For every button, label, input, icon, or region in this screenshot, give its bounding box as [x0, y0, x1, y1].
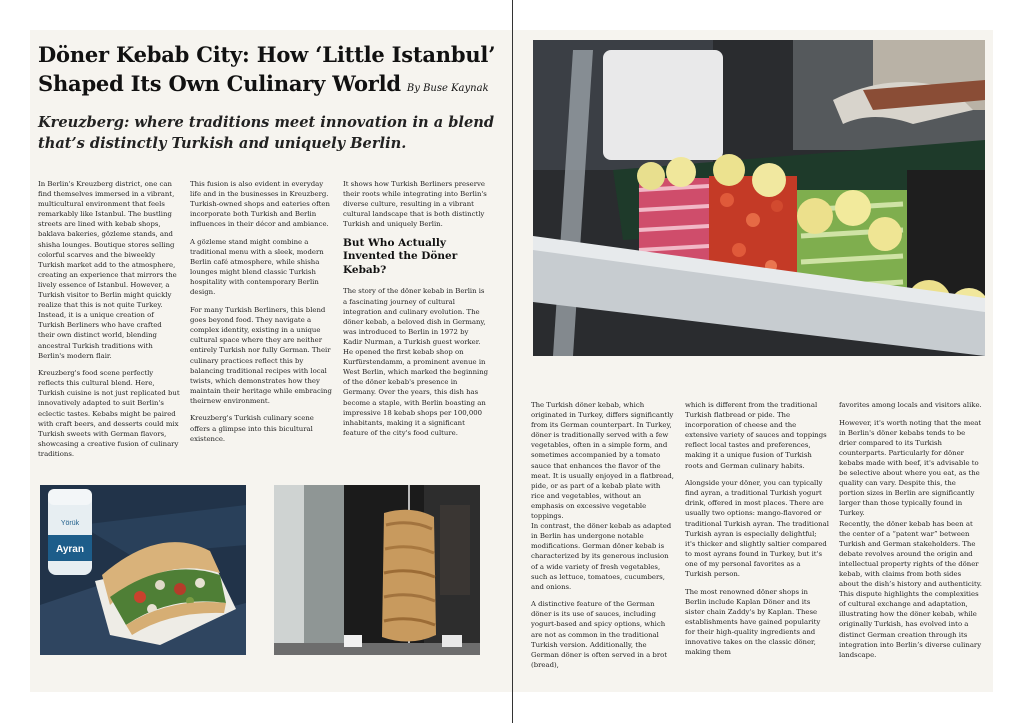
paragraph: In contrast, the döner kebab as adapted in Berlin has undergone notable modifications. German döner kebab is characterized by its generous inclusion of a wide variety of fresh vegetables, such as lettuce, tomatoes, cucumbers, and onions. [531, 522, 672, 591]
right-page [513, 30, 993, 692]
article-title [38, 40, 508, 103]
byline: By Buse Kaynak [406, 83, 489, 94]
kebab-counter-illustration [533, 40, 985, 356]
article-title-text: Döner Kebab City: How ‘Little Istanbul’ Shaped Its Own Culinary World [38, 42, 496, 96]
paragraph: The Turkish döner kebab, which originated in Turkey, differs significantly from its German counterpart. In Turkey, döner is traditionally served with a few vegetables, often in a simple form, and sometimes accompanied by a tomato sauce that enhances the flavor of the meat. It is usually enjoyed in a flatbread, pide, or as part of a kebab plate with rice and vegetables, without an emphasis on excessive vegetable toppings. [531, 401, 674, 521]
paragraph: A distinctive feature of the German döner is its use of sauces, including yogurt-based and spicy options, which are not as common in the traditional Turkish version. Additionally, the German döner is often served in a brot (bread), [531, 600, 668, 669]
right-column-3 [839, 400, 983, 667]
ayran-label: Ayran [56, 544, 84, 555]
doner-wrap-photo [40, 485, 246, 655]
left-column-3 [343, 179, 489, 445]
paragraph: In Berlin's Kreuzberg district, one can find themselves immersed in a vibrant, multicultural environment that feels remarkably like Istanbul. The bustling streets are lined with kebab shops, baklava bakeries, gözleme stands, and shisha lounges. Boutique stores selling colorful scarves and the biweekly Turkish market add to the atmosphere, creating an experience that mirrors the lively essence of Istanbul. However, a Turkish visitor to Berlin might quickly realize that this is not quite Turkey. Instead, it is a unique creation of Turkish Berliners who have crafted their own distinct world, blending ancestral Turkish traditions with Berlin's modern flair. [38, 180, 177, 360]
left-column-2 [190, 179, 333, 451]
right-column-1 [531, 400, 675, 677]
ayran-brand: Yörük [60, 520, 80, 527]
doner-wrap-illustration [40, 485, 246, 655]
right-column-2 [685, 400, 829, 665]
paragraph: Recently, the döner kebab has been at the center of a “patent war” between Turkish and German stakeholders. The debate revolves around the origin and intellectual property rights of the döner kebab, with claims from both sides about the dish’s history and authenticity. This dispute highlights the complexities of cultural exchange and adaptation, illustrating how the döner kebab, while originally Turkish, has evolved into a distinct German creation through its integration into Berlin’s diverse culinary landscape. [839, 519, 982, 659]
article-subtitle: Kreuzberg: where traditions meet innovation in a blend that’s distinctly Turkish and uniquely Berlin. [38, 114, 495, 152]
doner-spit-photo [274, 485, 480, 655]
paragraph: favorites among locals and visitors alike. [839, 401, 982, 409]
section-heading: But Who Actually Invented the Döner Kebab? [343, 236, 458, 276]
paragraph: It shows how Turkish Berliners preserve their roots while integrating into Berlin's diverse culture, resulting in a vibrant cultural landscape that is both distinctly Turkish and uniquely Berlin. [343, 180, 487, 229]
kebab-counter-photo [533, 40, 985, 356]
paragraph: However, it's worth noting that the meat in Berlin's döner kebabs tends to be drier compared to its Turkish counterparts. Particularly for döner kebabs made with beef, it's advisable to be selective about where you eat, as the quality can vary. Despite this, the portion sizes in Berlin are significantly larger than those typically found in Turkey. [839, 418, 982, 518]
paragraph: A gözleme stand might combine a traditional menu with a sleek, modern Berlin café atmosphere, while shisha lounges might blend classic Turkish hospitality with contemporary Berlin design. [190, 237, 324, 297]
left-page [30, 30, 512, 692]
doner-spit-illustration [274, 485, 480, 655]
paragraph: Kreuzberg's Turkish culinary scene offers a glimpse into this bicultural existence. [190, 414, 314, 443]
paragraph: Alongside your döner, you can typically find ayran, a traditional Turkish yogurt drink, offered in most places. There are usually two options: mango-flavored or traditional Turkish ayran. The traditional Turkish ayran is especially delightful; it's thicker and slightly saltier compared to most ayrans found in Turkey, but it's one of my personal favorites as a Turkish person. [685, 479, 829, 578]
paragraph: Kreuzberg's food scene perfectly reflects this cultural blend. Here, Turkish cuisine is not just replicated but innovatively adapted to suit Berlin's eclectic tastes. Kebabs might be paired with craft beers, and desserts could mix Turkish sweets with German flavors, showcasing a creative fusion of culinary traditions. [38, 369, 180, 458]
paragraph: The most renowned döner shops in Berlin include Kaplan Döner and its sister chain Zaddy's by Kaplan. These establishments have gained popularity for their high-quality ingredients and innovative takes on the classic döner, making them [685, 587, 821, 657]
paragraph: The story of the döner kebab in Berlin is a fascinating journey of cultural integration and culinary evolution. The döner kebab, a beloved dish in Germany, was introduced to Berlin in 1972 by Kadir Nurman, a Turkish guest worker. He opened the first kebab shop on Kurfürstendamm, a prominent avenue in West Berlin, which marked the beginning of the döner kebab's presence in Germany. Over the years, this dish has become a staple, with Berlin boasting an impressive 18 kebab shops per 100,000 inhabitants, making it a significant feature of the city's food culture. [343, 287, 489, 437]
paragraph: which is different from the traditional Turkish flatbread or pide. The incorporation of cheese and the extensive variety of sauces and toppings reflect local tastes and preferences, making it a unique fusion of Turkish roots and German culinary habits. [685, 401, 827, 470]
paragraph: This fusion is also evident in everyday life and in the businesses in Kreuzberg. Turkish-owned shops and eateries often incorporate both Turkish and Berlin influences in their décor and ambiance. [190, 180, 330, 229]
left-column-1 [38, 179, 180, 467]
paragraph: For many Turkish Berliners, this blend goes beyond food. They navigate a complex identity, existing in a unique cultural space where they are neither entirely Turkish nor fully German. Their culinary practices reflect this by balancing traditional recipes with local twists, which demonstrates how they maintain their heritage while embracing theirnew environment. [190, 306, 332, 405]
